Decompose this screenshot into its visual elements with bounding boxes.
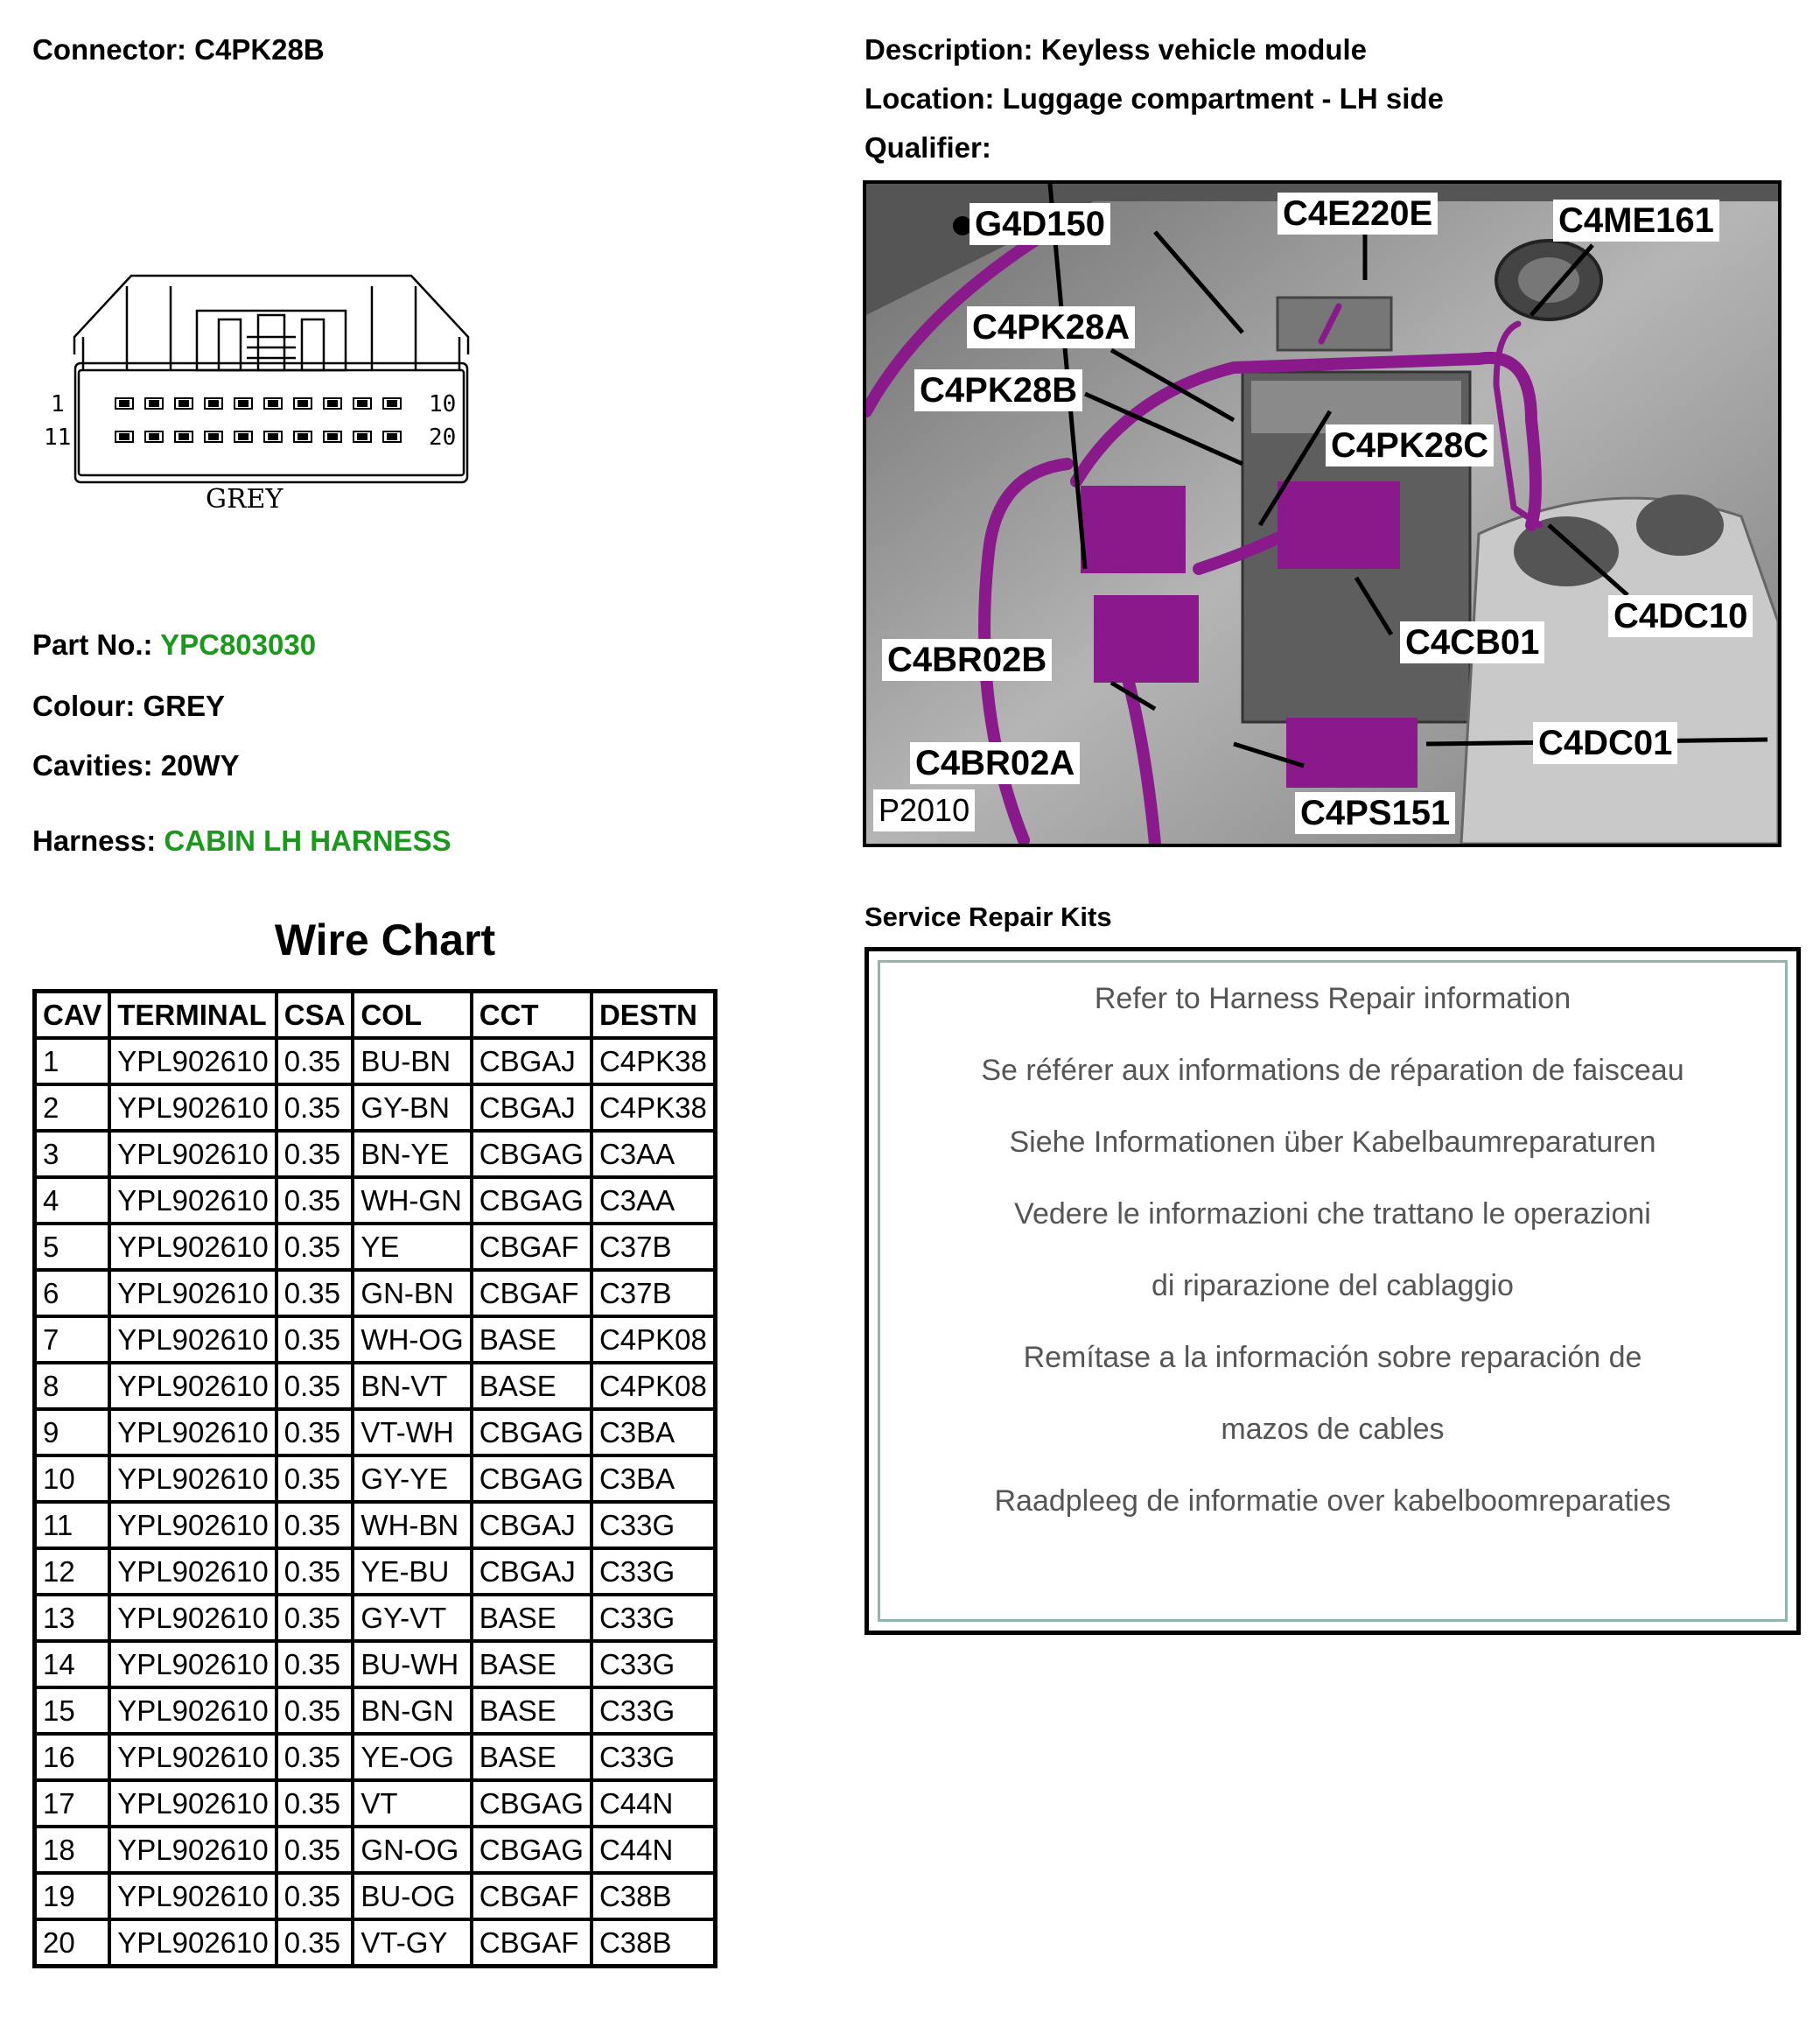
table-cell: CBGAG [472,1131,592,1177]
table-cell: 18 [35,1827,110,1873]
table-cell: CBGAF [472,1270,592,1316]
table-row [35,1595,716,1641]
table-cell: C3AA [592,1131,715,1177]
table-cell: WH-BN [353,1502,471,1548]
table-cell: C4PK08 [592,1363,715,1409]
wire-chart-title: Wire Chart [274,915,496,964]
table-cell: YPL902610 [109,1270,276,1316]
table-cell: 0.35 [276,1084,354,1131]
callout-c4e220e: C4E220E [1278,193,1438,235]
table-cell: 14 [35,1641,110,1687]
table-cell: BU-OG [353,1873,471,1919]
table-row [35,1827,716,1873]
cavities: Cavities: 20WY [32,749,240,782]
table-cell: YPL902610 [109,1084,276,1131]
table-cell: 0.35 [276,1316,354,1363]
table-cell: 0.35 [276,1641,354,1687]
table-cell: 0.35 [276,1873,354,1919]
pin-label-10: 10 [429,391,457,417]
pin-label-1: 1 [51,391,65,417]
table-cell: 5 [35,1224,110,1270]
table-cell: YPL902610 [109,1734,276,1780]
callout-c4br02b: C4BR02B [882,639,1052,681]
pin-terminal [209,434,218,439]
part-number-link[interactable]: YPC803030 [160,628,317,661]
table-cell: C4PK38 [592,1084,715,1131]
callout-c4pk28c: C4PK28C [1326,424,1494,466]
table-cell: YPL902610 [109,1224,276,1270]
table-cell: 0.35 [276,1780,354,1827]
table-cell: CBGAG [472,1827,592,1873]
service-repair-heading: Service Repair Kits [864,901,1112,932]
table-row [35,1780,716,1827]
table-cell: YPL902610 [109,1316,276,1363]
part-number: Part No.: YPC803030 [32,628,317,661]
table-cell: YPL902610 [109,1038,276,1084]
table-cell: 0.35 [276,1177,354,1224]
table-cell: CBGAF [472,1919,592,1967]
table-cell: 0.35 [276,1919,354,1967]
table-cell: YPL902610 [109,1641,276,1687]
table-cell: YPL902610 [109,1780,276,1827]
table-cell: C33G [592,1548,715,1595]
pin-terminal [328,434,337,439]
table-cell: YE-BU [353,1548,471,1595]
table-cell: YE [353,1224,471,1270]
repair-text-line: Raadpleeg de informatie over kabelboomreparaties [994,1484,1671,1518]
repair-text-line: Remítase a la información sobre reparación de [1023,1341,1642,1374]
repair-text-line: Vedere le informazioni che trattano le operazioni [1014,1197,1651,1231]
table-cell: 0.35 [276,1363,354,1409]
table-cell: C33G [592,1734,715,1780]
table-cell: C44N [592,1780,715,1827]
table-cell: C33G [592,1595,715,1641]
table-cell: 11 [35,1502,110,1548]
table-cell: 19 [35,1873,110,1919]
table-cell: YPL902610 [109,1363,276,1409]
table-cell: 0.35 [276,1224,354,1270]
table-cell: YPL902610 [109,1409,276,1455]
table-cell: 15 [35,1687,110,1734]
table-cell: C3BA [592,1409,715,1455]
table-cell: CBGAG [472,1409,592,1455]
table-cell: 0.35 [276,1270,354,1316]
qualifier: Qualifier: [864,131,991,164]
callout-c4me161: C4ME161 [1553,200,1719,242]
table-cell: CBGAF [472,1873,592,1919]
table-cell: 2 [35,1084,110,1131]
table-cell: C37B [592,1270,715,1316]
callout-c4pk28a: C4PK28A [967,306,1135,348]
table-cell: 0.35 [276,1455,354,1502]
table-cell: GN-BN [353,1270,471,1316]
table-cell: CBGAG [472,1455,592,1502]
table-cell: YPL902610 [109,1502,276,1548]
table-cell: 0.35 [276,1687,354,1734]
table-row [35,1502,716,1548]
pin-terminal [328,401,337,406]
pin-label-11: 11 [44,424,72,451]
table-cell: 20 [35,1919,110,1967]
table-cell: CBGAF [472,1224,592,1270]
pin-terminal [120,434,129,439]
table-row [35,1409,716,1455]
table-cell: 1 [35,1038,110,1084]
table-cell: 16 [35,1734,110,1780]
table-cell: YPL902610 [109,1455,276,1502]
table-cell: C44N [592,1827,715,1873]
table-cell: C37B [592,1224,715,1270]
location: Location: Luggage compartment - LH side [864,82,1444,115]
table-cell: CBGAJ [472,1502,592,1548]
table-cell: VT-GY [353,1919,471,1967]
table-row [35,1919,716,1967]
pin-terminal [239,434,248,439]
table-cell: C33G [592,1502,715,1548]
pin-terminal [269,434,277,439]
wire-chart-header-csa: CSA [276,992,354,1039]
table-row [35,1687,716,1734]
pin-terminal [150,434,158,439]
table-cell: 0.35 [276,1827,354,1873]
colour: Colour: GREY [32,690,225,722]
table-cell: BN-YE [353,1131,471,1177]
table-row [35,1873,716,1919]
table-cell: 3 [35,1131,110,1177]
table-cell: WH-OG [353,1316,471,1363]
table-cell: 0.35 [276,1595,354,1641]
repair-text-line: di riparazione del cablaggio [1152,1269,1514,1302]
table-cell: 8 [35,1363,110,1409]
table-cell: GN-OG [353,1827,471,1873]
table-row [35,1455,716,1502]
wire-chart-header-destn: DESTN [592,992,715,1039]
connector-title: Connector: C4PK28B [32,33,325,66]
pin-terminal [209,401,218,406]
pin-terminal [120,401,129,406]
table-cell: C4PK38 [592,1038,715,1084]
table-cell: C33G [592,1641,715,1687]
callout-g4d150: G4D150 [970,203,1110,245]
table-row [35,1270,716,1316]
table-cell: YPL902610 [109,1687,276,1734]
table-row [35,1641,716,1687]
wire-chart-header-cav: CAV [35,992,110,1039]
connector-drawing [44,267,481,521]
table-cell: VT [353,1780,471,1827]
table-cell: YE-OG [353,1734,471,1780]
pin-terminal [298,401,307,406]
pin-terminal [388,434,396,439]
table-cell: BN-GN [353,1687,471,1734]
table-cell: 12 [35,1548,110,1595]
table-cell: 0.35 [276,1548,354,1595]
table-row [35,1363,716,1409]
repair-text-line: mazos de cables [1221,1413,1445,1446]
table-cell: C4PK08 [592,1316,715,1363]
table-cell: 0.35 [276,1502,354,1548]
connector-colour-text: GREY [206,484,284,515]
pin-terminal [298,434,307,439]
pin-label-20: 20 [429,424,457,451]
table-row [35,1131,716,1177]
table-row [35,1316,716,1363]
table-row [35,1084,716,1131]
table-cell: GY-BN [353,1084,471,1131]
service-repair-box [864,947,1801,1635]
table-cell: BASE [472,1595,592,1641]
photo-ref-label: P2010 [873,789,975,831]
connector-face-icon [44,267,481,521]
table-cell: CBGAJ [472,1038,592,1084]
table-cell: 0.35 [276,1409,354,1455]
repair-text-line: Se référer aux informations de réparation de faisceau [981,1054,1684,1087]
callout-c4pk28b: C4PK28B [914,369,1082,411]
table-cell: YPL902610 [109,1919,276,1967]
table-cell: 7 [35,1316,110,1363]
table-cell: YPL902610 [109,1131,276,1177]
table-cell: VT-WH [353,1409,471,1455]
table-cell: WH-GN [353,1177,471,1224]
callout-c4dc10: C4DC10 [1608,595,1753,637]
callout-c4br02a: C4BR02A [910,742,1080,784]
callout-c4ps151: C4PS151 [1295,792,1455,834]
harness-link[interactable]: CABIN LH HARNESS [164,824,452,857]
wire-chart-table [32,989,718,1968]
table-row [35,1224,716,1270]
table-cell: 4 [35,1177,110,1224]
service-repair-inner-frame [878,960,1788,1622]
pin-terminal [179,434,188,439]
table-cell: C3AA [592,1177,715,1224]
callout-c4dc01: C4DC01 [1533,722,1677,764]
table-cell: BASE [472,1363,592,1409]
table-cell: YPL902610 [109,1595,276,1641]
repair-text-line: Refer to Harness Repair information [1094,982,1572,1015]
table-cell: 0.35 [276,1131,354,1177]
table-cell: BU-WH [353,1641,471,1687]
pin-terminal [179,401,188,406]
pin-terminal [239,401,248,406]
pin-terminal [269,401,277,406]
table-row [35,1734,716,1780]
table-cell: C38B [592,1919,715,1967]
table-cell: 13 [35,1595,110,1641]
table-row [35,1177,716,1224]
table-cell: YPL902610 [109,1827,276,1873]
table-cell: BASE [472,1687,592,1734]
table-cell: YPL902610 [109,1548,276,1595]
table-cell: CBGAJ [472,1548,592,1595]
wire-chart-header-terminal: TERMINAL [109,992,276,1039]
table-cell: 17 [35,1780,110,1827]
table-cell: CBGAG [472,1780,592,1827]
table-cell: CBGAJ [472,1084,592,1131]
table-cell: 6 [35,1270,110,1316]
table-cell: YPL902610 [109,1873,276,1919]
table-cell: 0.35 [276,1038,354,1084]
harness: Harness: CABIN LH HARNESS [32,824,452,857]
wire-chart-header-cct: CCT [472,992,592,1039]
table-cell: CBGAG [472,1177,592,1224]
pin-terminal [358,401,367,406]
table-row [35,1548,716,1595]
table-row [35,1038,716,1084]
table-cell: GY-YE [353,1455,471,1502]
pin-terminal [388,401,396,406]
location-photo [863,180,1782,847]
table-cell: 9 [35,1409,110,1455]
table-cell: BASE [472,1641,592,1687]
table-cell: 0.35 [276,1734,354,1780]
description: Description: Keyless vehicle module [864,33,1368,66]
table-cell: C33G [592,1687,715,1734]
callout-c4cb01: C4CB01 [1400,621,1544,663]
table-cell: C3BA [592,1455,715,1502]
pin-terminal [358,434,367,439]
table-cell: C38B [592,1873,715,1919]
table-cell: GY-VT [353,1595,471,1641]
repair-text-line: Siehe Informationen über Kabelbaumreparaturen [1009,1126,1656,1159]
table-cell: BU-BN [353,1038,471,1084]
table-cell: 10 [35,1455,110,1502]
pin-terminal [150,401,158,406]
wire-chart-header-col: COL [353,992,471,1039]
table-cell: BN-VT [353,1363,471,1409]
table-cell: BASE [472,1734,592,1780]
table-cell: BASE [472,1316,592,1363]
table-cell: YPL902610 [109,1177,276,1224]
